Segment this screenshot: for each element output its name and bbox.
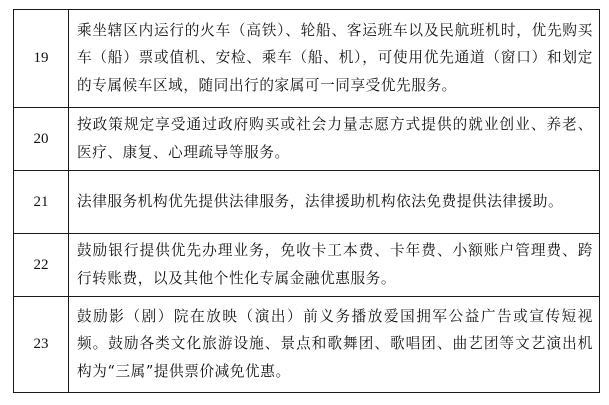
table-row xyxy=(14,171,600,234)
row-number: 22 xyxy=(14,234,69,297)
row-text: 鼓励银行提供优先办理业务，免收卡工本费、卡年费、小额账户管理费、跨行转账费，以及其他个性化专属金融优惠服务。 xyxy=(69,234,600,297)
table-row xyxy=(14,108,600,171)
table-row xyxy=(14,234,600,297)
row-number: 20 xyxy=(14,108,69,171)
row-number: 21 xyxy=(14,171,69,234)
row-text: 法律服务机构优先提供法律服务，法律援助机构依法免费提供法律援助。 xyxy=(69,171,600,234)
table-row xyxy=(14,297,600,393)
table-row xyxy=(14,10,600,108)
row-number: 23 xyxy=(14,297,69,393)
row-text: 按政策规定享受通过政府购买或社会力量志愿方式提供的就业创业、养老、医疗、康复、心理疏导等服务。 xyxy=(69,108,600,171)
row-text: 鼓励影（剧）院在放映（演出）前义务播放爱国拥军公益广告或宣传短视频。鼓励各类文化旅游设施、景点和歌舞团、歌唱团、曲艺团等文艺演出机构为“三属”提供票价减免优惠。 xyxy=(69,297,600,393)
row-number: 19 xyxy=(14,10,69,108)
policy-table xyxy=(13,9,600,393)
row-text: 乘坐辖区内运行的火车（高铁）、轮船、客运班车以及民航班机时，优先购买车（船）票或值机、安检、乘车（船、机），可使用优先通道（窗口）和划定的专属候车区域，随同出行的家属可一同享受优先服务。 xyxy=(69,10,600,108)
